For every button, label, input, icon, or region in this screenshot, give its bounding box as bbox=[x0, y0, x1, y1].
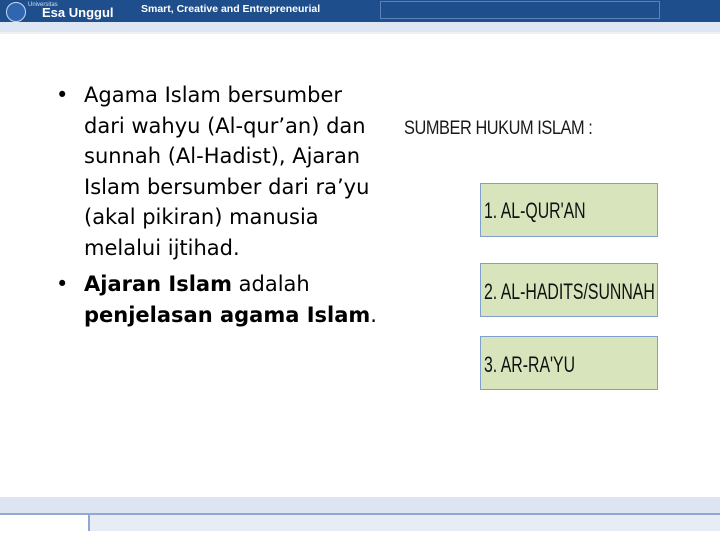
source-box-2 bbox=[480, 263, 658, 317]
source-box-1 bbox=[480, 183, 658, 237]
source-box-3 bbox=[480, 336, 658, 390]
header-under-band bbox=[0, 22, 720, 32]
bullet-bold-text: penjelasan agama Islam bbox=[84, 302, 371, 327]
university-logo bbox=[6, 1, 131, 21]
source-label: 2. AL-HADITS/SUNNAH bbox=[484, 279, 655, 304]
bullet-item bbox=[56, 269, 386, 330]
source-label: 1. AL-QUR'AN bbox=[484, 198, 586, 223]
bullet-text: . bbox=[370, 302, 377, 327]
bullet-dot-icon: • bbox=[56, 83, 69, 107]
logo-emblem-icon bbox=[6, 2, 26, 22]
bullet-text: Agama Islam bersumber dari wahyu (Al-qur’an) dan sunnah (Al-Hadist), Ajaran Islam bersumber dari ra’yu (akal pikiran) manusia melalui ijtihad. bbox=[84, 83, 370, 260]
header-divider bbox=[0, 32, 720, 34]
footer-bottom bbox=[0, 531, 720, 540]
footer-bar bbox=[88, 513, 720, 531]
diagram-title: SUMBER HUKUM ISLAM : bbox=[404, 118, 593, 139]
bullet-bold-text: Ajaran Islam bbox=[84, 272, 232, 296]
header-bar bbox=[0, 0, 720, 22]
logo-small-text: Universitas bbox=[28, 2, 58, 8]
bullet-item bbox=[56, 80, 386, 263]
bullet-text: adalah bbox=[231, 272, 310, 296]
header-decor-box bbox=[380, 1, 660, 19]
logo-name: Esa Unggul bbox=[42, 5, 114, 20]
slide-body bbox=[56, 80, 386, 336]
footer-band bbox=[0, 497, 720, 513]
header-tagline: Smart, Creative and Entrepreneurial bbox=[141, 3, 321, 15]
source-label: 3. AR-RA'YU bbox=[484, 352, 576, 377]
bullet-dot-icon: • bbox=[56, 272, 69, 296]
